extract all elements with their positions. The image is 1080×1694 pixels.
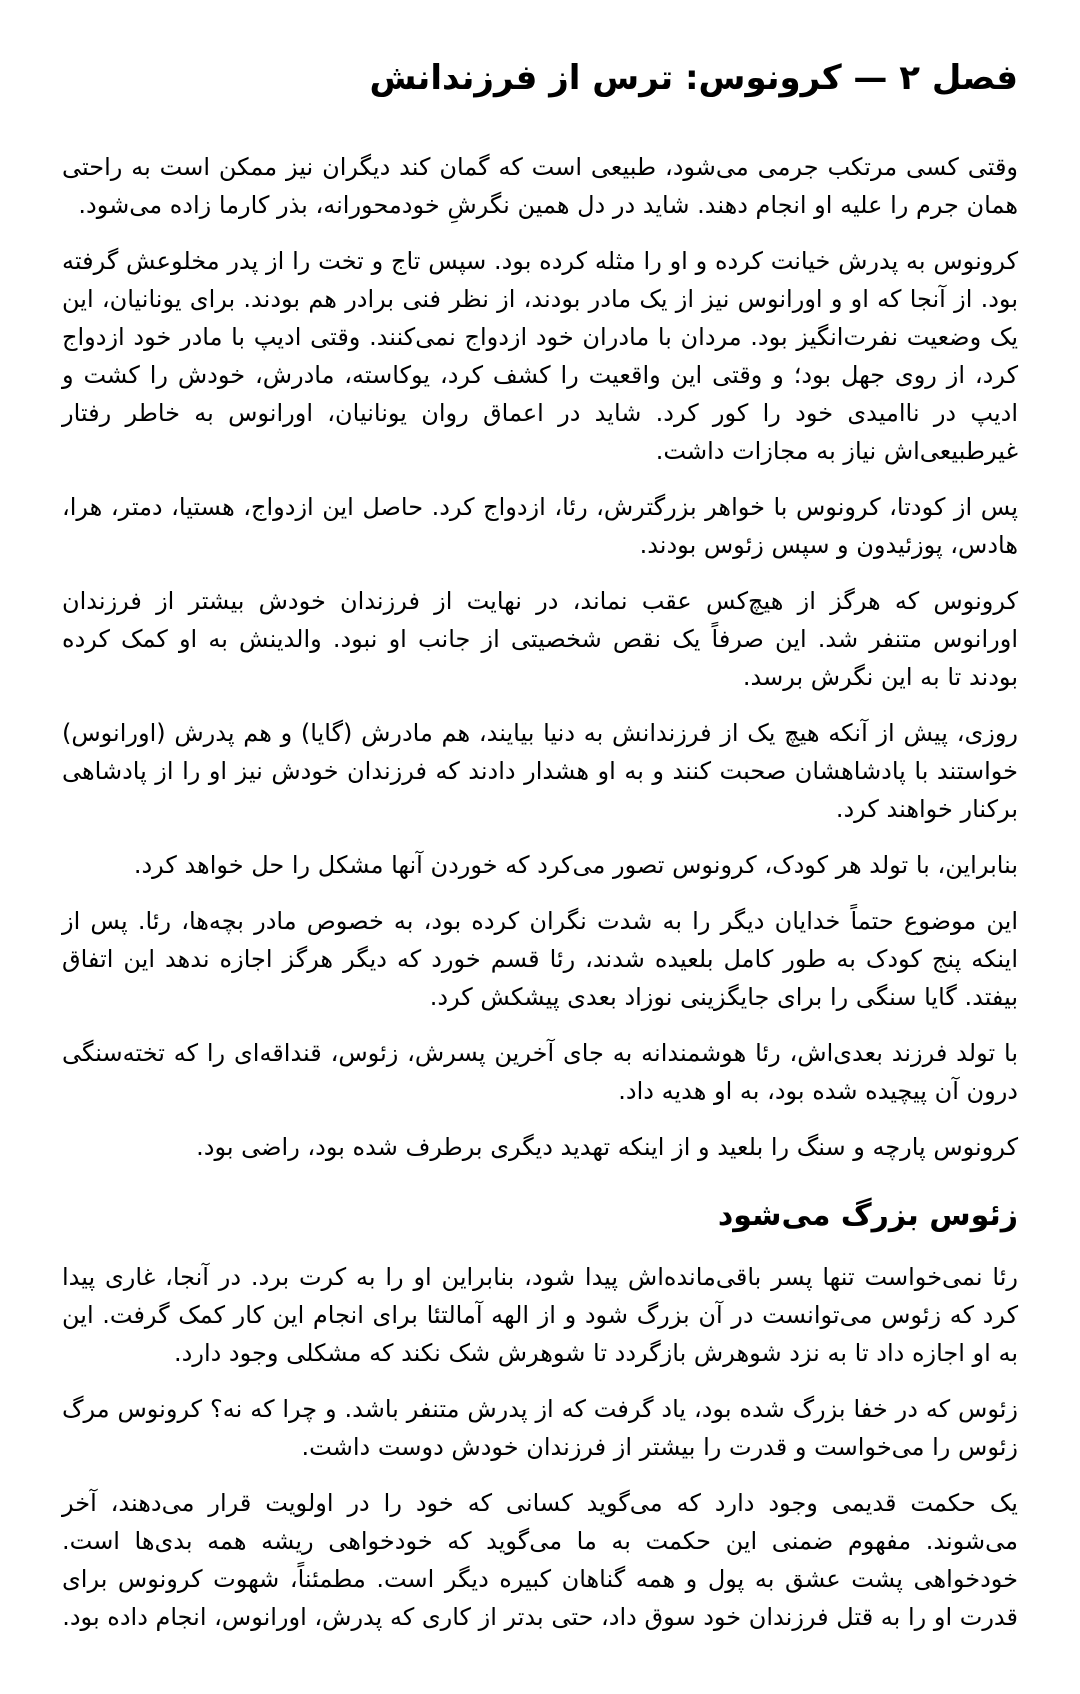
paragraph: با تولد فرزند بعدی‌اش، رئا هوشمندانه به جای آخرین پسرش، زئوس، قنداقه‌ای را که تخته‌سنگی درون آن پیچیده شده بود، به او هدیه داد. <box>62 1038 1018 1105</box>
paragraph: کرونوس که هرگز از هیچ‌کس عقب نماند، در نهایت از فرزندان خودش بیشتر از فرزندان اورانوس متنفر شد. این صرفاً یک نقص شخصیتی از جانب او نبود. والدینش به او کمک کرده بودند تا به این نگرش برسد. <box>62 586 1018 691</box>
paragraph: کرونوس پارچه و سنگ را بلعید و از اینکه تهدید دیگری برطرف شده بود، راضی بود. <box>196 1132 1018 1161</box>
paragraph: زئوس که در خفا بزرگ شده بود، یاد گرفت که از پدرش متنفر باشد. و چرا که نه؟ کرونوس مرگ زئوس را می‌خواست و قدرت را بیشتر از فرزندان خودش دوست داشت. <box>62 1395 1018 1462</box>
chapter-title: فصل ۲ — کرونوس: ترس از فرزندانش <box>369 58 1018 98</box>
paragraph: بنابراین، با تولد هر کودک، کرونوس تصور می‌کرد که خوردن آنها مشکل را حل خواهد کرد. <box>133 850 1018 879</box>
section-heading: زئوس بزرگ می‌شود <box>717 1197 1018 1233</box>
paragraph: یک حکمت قدیمی وجود دارد که می‌گوید کسانی که خود را در اولویت قرار می‌دهند، آخر می‌شوند. مفهوم ضمنی این حکمت به ما می‌گوید که خودخواهی ریشه همه بدی‌ها است. خودخواهی پشت عشق به پول و همه گناهان کبیره دیگر است. مطمئناً، شهوت کرونوس برای قدرت او را به قتل فرزندان خود سوق داد، حتی بدتر از کاری که پدرش، اورانوس، انجام داده بود. <box>62 1489 1018 1632</box>
paragraph: وقتی کسی مرتکب جرمی می‌شود، طبیعی است که گمان کند دیگران نیز ممکن است به راحتی همان جرم را علیه او انجام دهند. شاید در دل همین نگرشِ خودمحورانه، بذر کارما زاده می‌شود. <box>62 152 1018 219</box>
paragraph: کرونوس به پدرش خیانت کرده و او را مثله کرده بود. سپس تاج و تخت را از پدر مخلوعش گرفته بود. از آنجا که او و اورانوس نیز از یک مادر بودند، از نظر فنی برادر هم بودند. برای یونانیان، این یک وضعیت نفرت‌انگیز بود. مردان با مادران خود ازدواج نمی‌کنند. وقتی ادیپ با مادر خود ازدواج کرد، از روی جهل بود؛ و وقتی این واقعیت را کشف کرد، یوکاسته، مادرش، خودش را کشت و ادیپ در ناامیدی خود را کور کرد. شاید در اعماق روان یونانیان، اورانوس به خاطر رفتار غیرطبیعی‌اش نیاز به مجازات داشت. <box>62 246 1018 465</box>
paragraph: این موضوع حتماً خدایان دیگر را به شدت نگران کرده بود، به خصوص مادر بچه‌ها، رئا. پس از اینکه پنج کودک به طور کامل بلعیده شدند، رئا قسم خورد که دیگر هرگز اجازه ندهد این اتفاق بیفتد. گایا سنگی را برای جایگزینی نوزاد بعدی پیشکش کرد. <box>62 906 1018 1011</box>
paragraph: رئا نمی‌خواست تنها پسر باقی‌مانده‌اش پیدا شود، بنابراین او را به کرت برد. در آنجا، غاری پیدا کرد که زئوس می‌توانست در آن بزرگ شود و از الهه آمالتئا برای انجام این کار کمک گرفت. این به او اجازه داد تا به نزد شوهرش بازگردد تا شوهرش شک نکند که مشکلی وجود دارد. <box>62 1263 1018 1368</box>
paragraph: روزی، پیش از آنکه هیچ یک از فرزندانش به دنیا بیایند، هم مادرش (گایا) و هم پدرش (اورانوس) خواستند با پادشاهشان صحبت کنند و به او هشدار دادند که فرزندان خودش نیز او را از پادشاهی برکنار خواهند کرد. <box>62 718 1018 823</box>
paragraph: پس از کودتا، کرونوس با خواهر بزرگترش، رئا، ازدواج کرد. حاصل این ازدواج، هستیا، دمتر، هرا، هادس، پوزئیدون و سپس زئوس بودند. <box>62 492 1018 559</box>
